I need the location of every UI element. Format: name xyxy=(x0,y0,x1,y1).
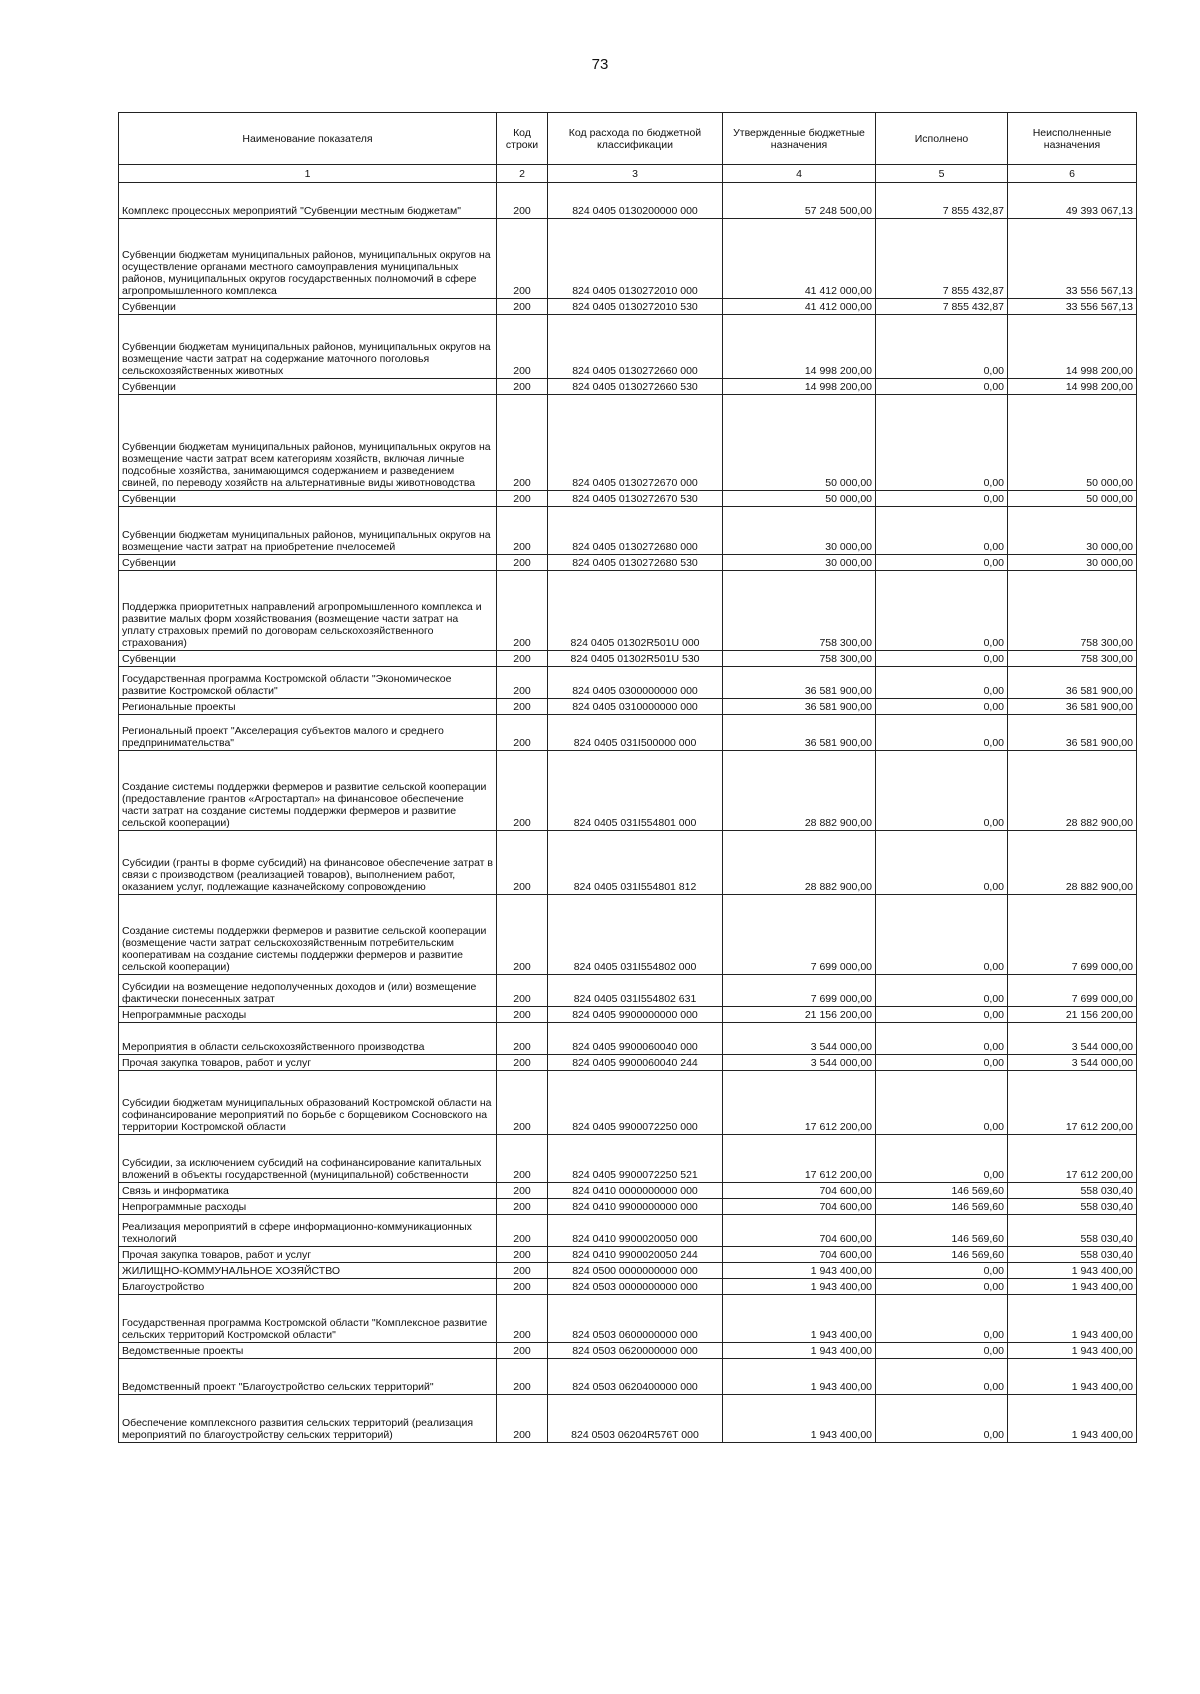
row-code: 200 xyxy=(497,183,548,219)
row-classification-code: 824 0405 0130272010 530 xyxy=(548,299,723,315)
table-row xyxy=(119,1023,1137,1055)
row-name: Региональные проекты xyxy=(119,699,497,715)
table-row xyxy=(119,379,1137,395)
row-classification-code: 824 0405 0130272660 000 xyxy=(548,315,723,379)
row-unexecuted-amount: 1 943 400,00 xyxy=(1008,1395,1137,1443)
row-name: Прочая закупка товаров, работ и услуг xyxy=(119,1247,497,1263)
row-code: 200 xyxy=(497,1007,548,1023)
row-executed-amount: 0,00 xyxy=(876,1263,1008,1279)
row-unexecuted-amount: 28 882 900,00 xyxy=(1008,751,1137,831)
row-name: Благоустройство xyxy=(119,1279,497,1295)
row-classification-code: 824 0503 0600000000 000 xyxy=(548,1295,723,1343)
row-name: Субсидии бюджетам муниципальных образований Костромской области на софинансирование мероприятий по борьбе с борщевиком Сосновского на территории Костромской области xyxy=(119,1071,497,1135)
row-approved-amount: 1 943 400,00 xyxy=(723,1263,876,1279)
row-approved-amount: 1 943 400,00 xyxy=(723,1295,876,1343)
row-unexecuted-amount: 3 544 000,00 xyxy=(1008,1023,1137,1055)
row-approved-amount: 50 000,00 xyxy=(723,491,876,507)
row-executed-amount: 0,00 xyxy=(876,1359,1008,1395)
row-approved-amount: 36 581 900,00 xyxy=(723,667,876,699)
row-name: Поддержка приоритетных направлений агропромышленного комплекса и развитие малых форм хозяйствования (возмещение части затрат на уплату страховых премий по договорам сельскохозяйственного страхования) xyxy=(119,571,497,651)
row-unexecuted-amount: 558 030,40 xyxy=(1008,1199,1137,1215)
column-number: 2 xyxy=(497,165,548,183)
row-unexecuted-amount: 14 998 200,00 xyxy=(1008,379,1137,395)
row-executed-amount: 0,00 xyxy=(876,667,1008,699)
row-approved-amount: 1 943 400,00 xyxy=(723,1359,876,1395)
row-name: Государственная программа Костромской области "Экономическое развитие Костромской области" xyxy=(119,667,497,699)
row-name: Ведомственный проект "Благоустройство сельских территорий" xyxy=(119,1359,497,1395)
column-number: 6 xyxy=(1008,165,1137,183)
row-executed-amount: 7 855 432,87 xyxy=(876,299,1008,315)
row-executed-amount: 0,00 xyxy=(876,395,1008,491)
row-classification-code: 824 0405 9900060040 000 xyxy=(548,1023,723,1055)
header-unexecuted: Неисполненные назначения xyxy=(1008,113,1137,165)
row-approved-amount: 758 300,00 xyxy=(723,651,876,667)
header-executed: Исполнено xyxy=(876,113,1008,165)
row-name: Ведомственные проекты xyxy=(119,1343,497,1359)
row-name: Субвенции xyxy=(119,491,497,507)
row-classification-code: 824 0405 01302R501U 000 xyxy=(548,571,723,651)
row-approved-amount: 17 612 200,00 xyxy=(723,1135,876,1183)
row-approved-amount: 17 612 200,00 xyxy=(723,1071,876,1135)
row-code: 200 xyxy=(497,667,548,699)
row-classification-code: 824 0410 9900020050 244 xyxy=(548,1247,723,1263)
table-row xyxy=(119,315,1137,379)
row-executed-amount: 146 569,60 xyxy=(876,1183,1008,1199)
column-number: 4 xyxy=(723,165,876,183)
row-approved-amount: 3 544 000,00 xyxy=(723,1055,876,1071)
row-executed-amount: 0,00 xyxy=(876,1295,1008,1343)
row-executed-amount: 146 569,60 xyxy=(876,1199,1008,1215)
row-name: Субвенции бюджетам муниципальных районов, муниципальных округов на возмещение части затрат на содержание маточного поголовья сельскохозяйственных животных xyxy=(119,315,497,379)
table-row xyxy=(119,1135,1137,1183)
row-approved-amount: 41 412 000,00 xyxy=(723,299,876,315)
column-number: 1 xyxy=(119,165,497,183)
row-unexecuted-amount: 14 998 200,00 xyxy=(1008,315,1137,379)
row-code: 200 xyxy=(497,1023,548,1055)
row-classification-code: 824 0503 0620400000 000 xyxy=(548,1359,723,1395)
table-row xyxy=(119,1007,1137,1023)
row-executed-amount: 0,00 xyxy=(876,651,1008,667)
row-approved-amount: 21 156 200,00 xyxy=(723,1007,876,1023)
row-code: 200 xyxy=(497,315,548,379)
row-classification-code: 824 0410 9900000000 000 xyxy=(548,1199,723,1215)
row-unexecuted-amount: 758 300,00 xyxy=(1008,651,1137,667)
table-row xyxy=(119,183,1137,219)
table-header-row xyxy=(119,113,1137,165)
row-executed-amount: 0,00 xyxy=(876,1055,1008,1071)
row-code: 200 xyxy=(497,1263,548,1279)
row-approved-amount: 704 600,00 xyxy=(723,1215,876,1247)
row-unexecuted-amount: 758 300,00 xyxy=(1008,571,1137,651)
row-name: Комплекс процессных мероприятий "Субвенции местным бюджетам" xyxy=(119,183,497,219)
table-row xyxy=(119,667,1137,699)
row-unexecuted-amount: 21 156 200,00 xyxy=(1008,1007,1137,1023)
row-classification-code: 824 0405 0130200000 000 xyxy=(548,183,723,219)
row-unexecuted-amount: 558 030,40 xyxy=(1008,1183,1137,1199)
row-approved-amount: 28 882 900,00 xyxy=(723,831,876,895)
table-row xyxy=(119,299,1137,315)
row-unexecuted-amount: 3 544 000,00 xyxy=(1008,1055,1137,1071)
row-unexecuted-amount: 28 882 900,00 xyxy=(1008,831,1137,895)
row-name: Субвенции xyxy=(119,555,497,571)
row-name: Прочая закупка товаров, работ и услуг xyxy=(119,1055,497,1071)
row-approved-amount: 704 600,00 xyxy=(723,1183,876,1199)
row-unexecuted-amount: 1 943 400,00 xyxy=(1008,1263,1137,1279)
row-unexecuted-amount: 36 581 900,00 xyxy=(1008,715,1137,751)
row-code: 200 xyxy=(497,1135,548,1183)
row-executed-amount: 7 855 432,87 xyxy=(876,183,1008,219)
row-classification-code: 824 0405 031I500000 000 xyxy=(548,715,723,751)
row-code: 200 xyxy=(497,1343,548,1359)
row-executed-amount: 0,00 xyxy=(876,379,1008,395)
row-executed-amount: 0,00 xyxy=(876,1071,1008,1135)
row-approved-amount: 41 412 000,00 xyxy=(723,219,876,299)
row-approved-amount: 758 300,00 xyxy=(723,571,876,651)
row-code: 200 xyxy=(497,507,548,555)
row-code: 200 xyxy=(497,299,548,315)
table-row xyxy=(119,571,1137,651)
table-row xyxy=(119,1071,1137,1135)
row-executed-amount: 0,00 xyxy=(876,715,1008,751)
row-executed-amount: 0,00 xyxy=(876,895,1008,975)
table-row xyxy=(119,219,1137,299)
row-name: Субсидии (гранты в форме субсидий) на финансовое обеспечение затрат в связи с производством (реализацией товаров), выполнением работ, оказанием услуг, подлежащие казначейскому сопровождению xyxy=(119,831,497,895)
table-row xyxy=(119,1263,1137,1279)
row-executed-amount: 0,00 xyxy=(876,507,1008,555)
row-code: 200 xyxy=(497,831,548,895)
row-classification-code: 824 0405 0130272670 000 xyxy=(548,395,723,491)
row-approved-amount: 14 998 200,00 xyxy=(723,315,876,379)
row-approved-amount: 36 581 900,00 xyxy=(723,699,876,715)
row-executed-amount: 0,00 xyxy=(876,491,1008,507)
row-unexecuted-amount: 1 943 400,00 xyxy=(1008,1279,1137,1295)
row-executed-amount: 146 569,60 xyxy=(876,1215,1008,1247)
row-name: Региональный проект "Акселерация субъектов малого и среднего предпринимательства" xyxy=(119,715,497,751)
row-classification-code: 824 0405 0130272660 530 xyxy=(548,379,723,395)
row-classification-code: 824 0405 9900072250 521 xyxy=(548,1135,723,1183)
row-approved-amount: 3 544 000,00 xyxy=(723,1023,876,1055)
row-executed-amount: 0,00 xyxy=(876,751,1008,831)
row-approved-amount: 1 943 400,00 xyxy=(723,1343,876,1359)
header-classification: Код расхода по бюджетной классификации xyxy=(548,113,723,165)
row-unexecuted-amount: 36 581 900,00 xyxy=(1008,699,1137,715)
row-code: 200 xyxy=(497,1295,548,1343)
table-row xyxy=(119,895,1137,975)
row-approved-amount: 704 600,00 xyxy=(723,1199,876,1215)
row-name: Субвенции бюджетам муниципальных районов, муниципальных округов на осуществление органами местного самоуправления муниципальных районов, муниципальных округов государственных полномочий в сфере агропромышленного комплекса xyxy=(119,219,497,299)
row-classification-code: 824 0503 0000000000 000 xyxy=(548,1279,723,1295)
row-executed-amount: 0,00 xyxy=(876,699,1008,715)
page-number: 73 xyxy=(591,56,609,73)
row-classification-code: 824 0405 031I554802 631 xyxy=(548,975,723,1007)
row-code: 200 xyxy=(497,491,548,507)
row-approved-amount: 704 600,00 xyxy=(723,1247,876,1263)
row-code: 200 xyxy=(497,715,548,751)
header-approved: Утвержденные бюджетные назначения xyxy=(723,113,876,165)
row-name: Субсидии, за исключением субсидий на софинансирование капитальных вложений в объекты государственной (муниципальной) собственности xyxy=(119,1135,497,1183)
table-row xyxy=(119,555,1137,571)
row-approved-amount: 30 000,00 xyxy=(723,507,876,555)
table-row xyxy=(119,831,1137,895)
row-classification-code: 824 0410 9900020050 000 xyxy=(548,1215,723,1247)
row-approved-amount: 14 998 200,00 xyxy=(723,379,876,395)
row-approved-amount: 30 000,00 xyxy=(723,555,876,571)
row-executed-amount: 146 569,60 xyxy=(876,1247,1008,1263)
row-classification-code: 824 0405 01302R501U 530 xyxy=(548,651,723,667)
row-unexecuted-amount: 7 699 000,00 xyxy=(1008,895,1137,975)
row-classification-code: 824 0503 0620000000 000 xyxy=(548,1343,723,1359)
row-executed-amount: 0,00 xyxy=(876,1135,1008,1183)
row-name: Мероприятия в области сельскохозяйственного производства xyxy=(119,1023,497,1055)
row-unexecuted-amount: 49 393 067,13 xyxy=(1008,183,1137,219)
row-approved-amount: 7 699 000,00 xyxy=(723,895,876,975)
row-name: Субвенции xyxy=(119,651,497,667)
table-row xyxy=(119,1359,1137,1395)
row-unexecuted-amount: 30 000,00 xyxy=(1008,507,1137,555)
table-row xyxy=(119,1295,1137,1343)
row-unexecuted-amount: 1 943 400,00 xyxy=(1008,1359,1137,1395)
row-executed-amount: 0,00 xyxy=(876,571,1008,651)
row-approved-amount: 28 882 900,00 xyxy=(723,751,876,831)
row-classification-code: 824 0405 9900072250 000 xyxy=(548,1071,723,1135)
row-unexecuted-amount: 1 943 400,00 xyxy=(1008,1295,1137,1343)
row-executed-amount: 0,00 xyxy=(876,975,1008,1007)
row-code: 200 xyxy=(497,1395,548,1443)
row-approved-amount: 1 943 400,00 xyxy=(723,1395,876,1443)
row-classification-code: 824 0405 0130272680 530 xyxy=(548,555,723,571)
row-approved-amount: 36 581 900,00 xyxy=(723,715,876,751)
row-approved-amount: 7 699 000,00 xyxy=(723,975,876,1007)
row-name: Создание системы поддержки фермеров и развитие сельской кооперации (предоставление грантов «Агростартап» на финансовое обеспечение части затрат на создание системы поддержки фермеров и развитие сельской кооперации) xyxy=(119,751,497,831)
row-approved-amount: 50 000,00 xyxy=(723,395,876,491)
row-code: 200 xyxy=(497,1215,548,1247)
table-row xyxy=(119,975,1137,1007)
row-name: Реализация мероприятий в сфере информационно-коммуникационных технологий xyxy=(119,1215,497,1247)
row-name: Создание системы поддержки фермеров и развитие сельской кооперации (возмещение части затрат сельскохозяйственным потребительским кооперативам на создание системы поддержки фермеров и развитие сельской кооперации) xyxy=(119,895,497,975)
row-code: 200 xyxy=(497,555,548,571)
row-name: Субвенции xyxy=(119,379,497,395)
row-code: 200 xyxy=(497,1279,548,1295)
row-code: 200 xyxy=(497,975,548,1007)
row-unexecuted-amount: 36 581 900,00 xyxy=(1008,667,1137,699)
header-code: Код строки xyxy=(497,113,548,165)
row-code: 200 xyxy=(497,895,548,975)
table-row xyxy=(119,491,1137,507)
table-row xyxy=(119,1343,1137,1359)
column-number: 5 xyxy=(876,165,1008,183)
row-classification-code: 824 0405 9900060040 244 xyxy=(548,1055,723,1071)
row-unexecuted-amount: 30 000,00 xyxy=(1008,555,1137,571)
row-code: 200 xyxy=(497,1199,548,1215)
row-name: Непрограммные расходы xyxy=(119,1007,497,1023)
row-unexecuted-amount: 17 612 200,00 xyxy=(1008,1135,1137,1183)
table-row xyxy=(119,751,1137,831)
table-row xyxy=(119,1279,1137,1295)
row-code: 200 xyxy=(497,751,548,831)
row-code: 200 xyxy=(497,379,548,395)
row-unexecuted-amount: 558 030,40 xyxy=(1008,1215,1137,1247)
row-executed-amount: 0,00 xyxy=(876,831,1008,895)
row-code: 200 xyxy=(497,1055,548,1071)
budget-execution-table xyxy=(118,112,1137,1443)
row-code: 200 xyxy=(497,651,548,667)
row-classification-code: 824 0503 06204R576T 000 xyxy=(548,1395,723,1443)
row-unexecuted-amount: 33 556 567,13 xyxy=(1008,299,1137,315)
row-approved-amount: 57 248 500,00 xyxy=(723,183,876,219)
row-classification-code: 824 0405 031I554801 812 xyxy=(548,831,723,895)
row-code: 200 xyxy=(497,571,548,651)
row-executed-amount: 0,00 xyxy=(876,1023,1008,1055)
row-code: 200 xyxy=(497,1183,548,1199)
row-classification-code: 824 0410 0000000000 000 xyxy=(548,1183,723,1199)
row-classification-code: 824 0405 9900000000 000 xyxy=(548,1007,723,1023)
row-unexecuted-amount: 50 000,00 xyxy=(1008,491,1137,507)
row-name: Связь и информатика xyxy=(119,1183,497,1199)
row-executed-amount: 0,00 xyxy=(876,1395,1008,1443)
row-unexecuted-amount: 50 000,00 xyxy=(1008,395,1137,491)
row-classification-code: 824 0405 031I554802 000 xyxy=(548,895,723,975)
table-row xyxy=(119,507,1137,555)
row-name: Субвенции бюджетам муниципальных районов, муниципальных округов на возмещение части затрат всем категориям хозяйств, включая личные подсобные хозяйства, занимающимся содержанием и разведением свиней, по переводу хозяйств на альтернативные виды животноводства xyxy=(119,395,497,491)
row-executed-amount: 0,00 xyxy=(876,555,1008,571)
row-code: 200 xyxy=(497,395,548,491)
row-unexecuted-amount: 1 943 400,00 xyxy=(1008,1343,1137,1359)
column-number: 3 xyxy=(548,165,723,183)
row-classification-code: 824 0405 0310000000 000 xyxy=(548,699,723,715)
row-name: Непрограммные расходы xyxy=(119,1199,497,1215)
row-classification-code: 824 0405 031I554801 000 xyxy=(548,751,723,831)
row-classification-code: 824 0405 0130272010 000 xyxy=(548,219,723,299)
row-code: 200 xyxy=(497,699,548,715)
table-row xyxy=(119,1183,1137,1199)
row-name: Субвенции бюджетам муниципальных районов, муниципальных округов на возмещение части затрат на приобретение пчелосемей xyxy=(119,507,497,555)
row-unexecuted-amount: 7 699 000,00 xyxy=(1008,975,1137,1007)
row-unexecuted-amount: 17 612 200,00 xyxy=(1008,1071,1137,1135)
row-classification-code: 824 0500 0000000000 000 xyxy=(548,1263,723,1279)
row-classification-code: 824 0405 0130272670 530 xyxy=(548,491,723,507)
row-name: Субвенции xyxy=(119,299,497,315)
table-row xyxy=(119,1199,1137,1215)
row-unexecuted-amount: 558 030,40 xyxy=(1008,1247,1137,1263)
table-row xyxy=(119,715,1137,751)
row-classification-code: 824 0405 0130272680 000 xyxy=(548,507,723,555)
column-number-row xyxy=(119,165,1137,183)
row-name: Обеспечение комплексного развития сельских территорий (реализация мероприятий по благоустройству сельских территорий) xyxy=(119,1395,497,1443)
row-name: Государственная программа Костромской области "Комплексное развитие сельских территорий Костромской области" xyxy=(119,1295,497,1343)
row-name: ЖИЛИЩНО-КОММУНАЛЬНОЕ ХОЗЯЙСТВО xyxy=(119,1263,497,1279)
row-classification-code: 824 0405 0300000000 000 xyxy=(548,667,723,699)
row-code: 200 xyxy=(497,219,548,299)
row-code: 200 xyxy=(497,1359,548,1395)
row-executed-amount: 0,00 xyxy=(876,1279,1008,1295)
row-executed-amount: 7 855 432,87 xyxy=(876,219,1008,299)
table-row xyxy=(119,1247,1137,1263)
table-row xyxy=(119,395,1137,491)
row-name: Субсидии на возмещение недополученных доходов и (или) возмещение фактически понесенных затрат xyxy=(119,975,497,1007)
table-row xyxy=(119,1055,1137,1071)
header-name: Наименование показателя xyxy=(119,113,497,165)
table-row xyxy=(119,699,1137,715)
row-executed-amount: 0,00 xyxy=(876,1007,1008,1023)
row-executed-amount: 0,00 xyxy=(876,1343,1008,1359)
row-code: 200 xyxy=(497,1071,548,1135)
row-executed-amount: 0,00 xyxy=(876,315,1008,379)
row-unexecuted-amount: 33 556 567,13 xyxy=(1008,219,1137,299)
table-row xyxy=(119,1395,1137,1443)
table-row xyxy=(119,651,1137,667)
row-approved-amount: 1 943 400,00 xyxy=(723,1279,876,1295)
row-code: 200 xyxy=(497,1247,548,1263)
table-row xyxy=(119,1215,1137,1247)
